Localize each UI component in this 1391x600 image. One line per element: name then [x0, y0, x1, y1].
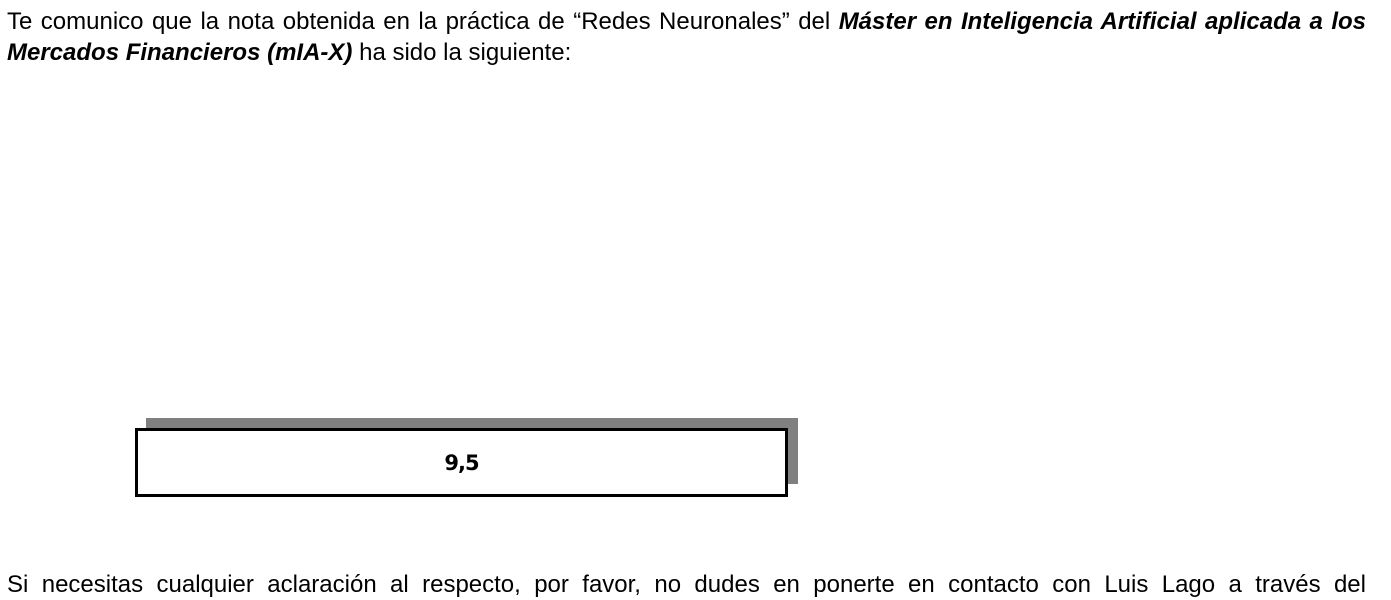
grade-box [135, 428, 788, 497]
closing-paragraph: Si necesitas cualquier aclaración al respecto, por favor, no dudes en ponerte en contacto con Luis Lago a través del [7, 571, 1366, 598]
intro-text-after: ha sido la siguiente: [352, 39, 572, 66]
program-name: Máster en Inteligencia Artificial aplicada a los Mercados Financieros (mIA-X) [7, 8, 1367, 66]
intro-text-before: Te comunico que la nota obtenida en la práctica de “Redes Neuronales” del [7, 8, 839, 35]
grade-value: 9,5 [444, 450, 479, 475]
intro-paragraph [7, 6, 1366, 68]
